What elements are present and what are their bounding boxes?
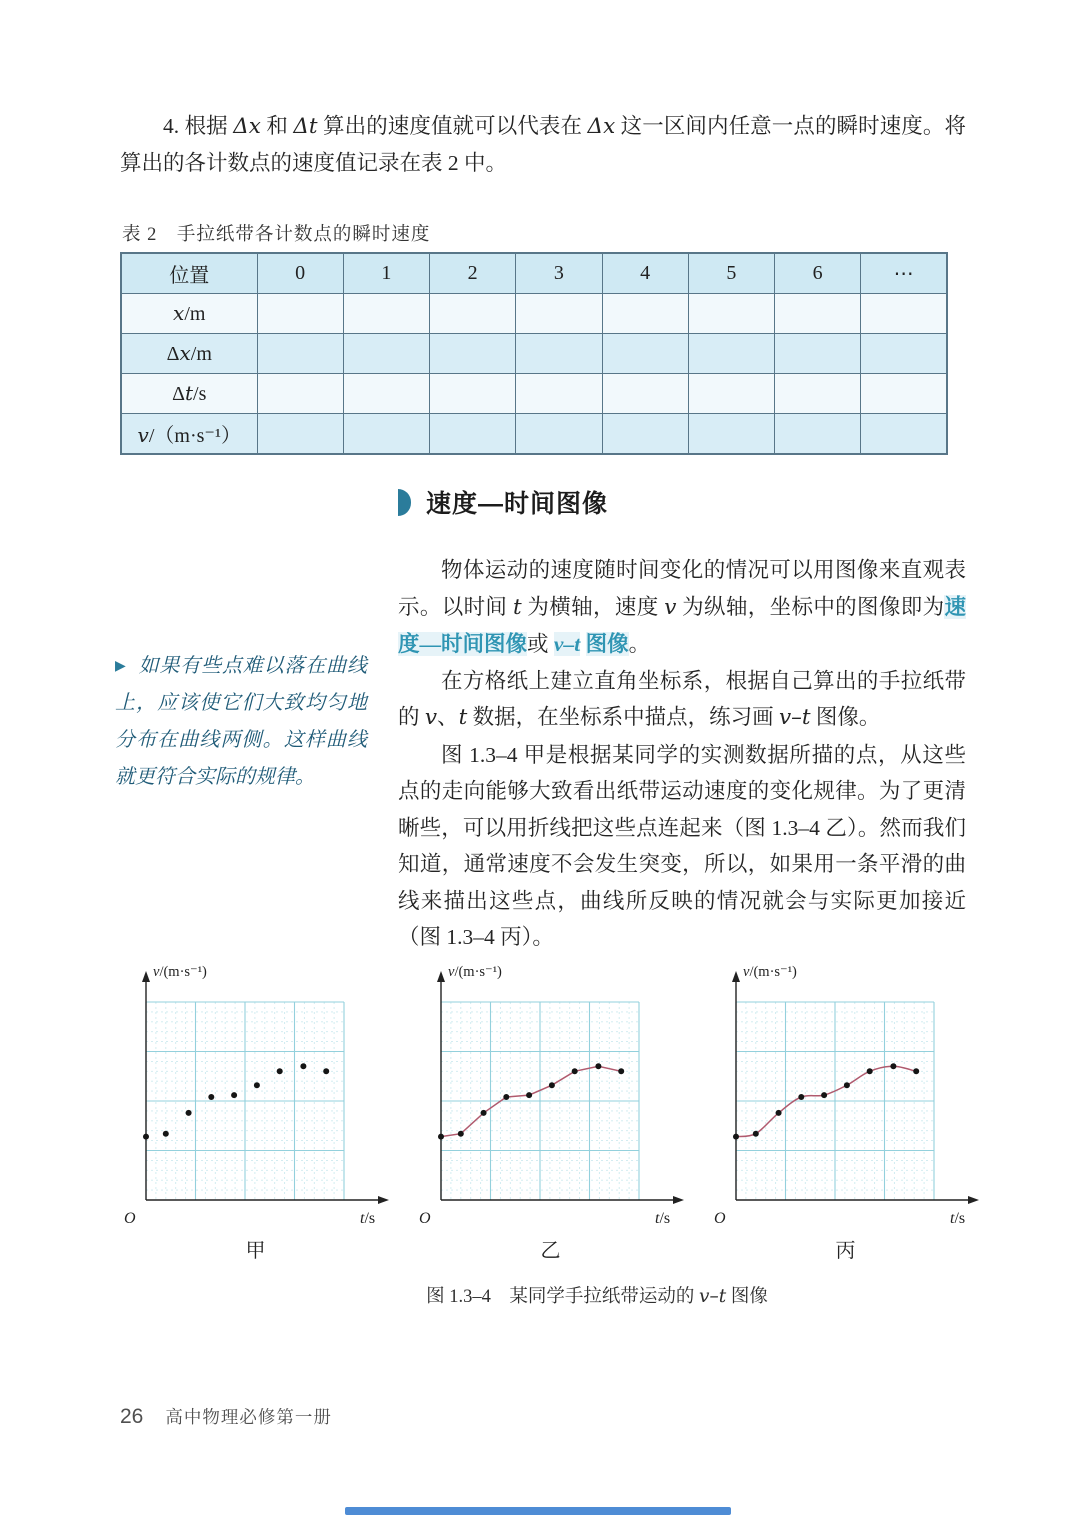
figure-charts <box>108 956 993 1263</box>
table-cell-empty <box>602 334 688 374</box>
table-cell-empty <box>516 294 602 334</box>
vt-chart-bing <box>698 956 993 1232</box>
vt-chart-jia <box>108 956 403 1232</box>
row-label: Δt/s <box>121 374 257 414</box>
table-cell-empty <box>861 374 947 414</box>
table-cell-empty <box>343 294 429 334</box>
book-title: 高中物理必修第一册 <box>165 1407 332 1427</box>
table-header-col: 0 <box>257 253 343 294</box>
table-cell-empty <box>257 374 343 414</box>
velocity-table <box>120 252 948 455</box>
table-cell-empty <box>430 374 516 414</box>
chart-label: 甲 <box>245 1240 266 1262</box>
svg-text:t/s: t/s <box>950 1210 966 1227</box>
table-cell-empty <box>775 414 861 455</box>
table-cell-empty <box>430 414 516 455</box>
table-header-col: 1 <box>343 253 429 294</box>
paragraph-1: 物体运动的速度随时间变化的情况可以用图像来直观表示。以时间 t 为横轴，速度 v 为纵轴，坐标中的图像即为速度—时间图像或 v–t 图像。 <box>398 558 966 656</box>
table-cell-empty <box>861 294 947 334</box>
velocity-table-body <box>121 294 947 455</box>
table-cell-empty <box>602 414 688 455</box>
chart-label: 丙 <box>835 1240 856 1262</box>
table-caption: 表 2 手拉纸带各计数点的瞬时速度 <box>122 225 431 245</box>
svg-text:t/s: t/s <box>360 1210 376 1227</box>
table-cell-empty <box>343 374 429 414</box>
vt-chart-yi <box>403 956 698 1232</box>
table-header-col: 5 <box>688 253 774 294</box>
table-cell-empty <box>861 414 947 455</box>
velocity-table-head <box>121 253 947 294</box>
section-title: 速度—时间图像 <box>426 490 609 518</box>
table-cell-empty <box>861 334 947 374</box>
table-header-label: 位置 <box>121 253 257 294</box>
svg-text:v/(m·s⁻¹): v/(m·s⁻¹) <box>743 964 797 980</box>
svg-text:v/(m·s⁻¹): v/(m·s⁻¹) <box>153 964 207 980</box>
svg-text:O: O <box>124 1210 136 1227</box>
table-header-col: ⋯ <box>861 253 947 294</box>
table-cell-empty <box>688 414 774 455</box>
table-row <box>121 294 947 334</box>
svg-text:O: O <box>714 1210 726 1227</box>
table-cell-empty <box>516 414 602 455</box>
margin-note-text: 如果有些点难以落在曲线上，应该使它们大致均匀地分布在曲线两侧。这样曲线就更符合实际的规律。 <box>115 655 367 788</box>
margin-note <box>115 648 367 796</box>
table-cell-empty <box>688 374 774 414</box>
intro-paragraph: 4. 根据 Δx 和 Δt 算出的速度值就可以代表在 Δx 这一区间内任意一点的瞬时速度。将算出的各计数点的速度值记录在表 2 中。 <box>120 114 966 175</box>
table-cell-empty <box>602 374 688 414</box>
table-cell-empty <box>775 334 861 374</box>
table-cell-empty <box>602 294 688 334</box>
table-cell-empty <box>516 334 602 374</box>
table-cell-empty <box>775 294 861 334</box>
chart-figure-bing <box>698 956 993 1263</box>
svg-text:t/s: t/s <box>655 1210 671 1227</box>
table-row <box>121 334 947 374</box>
table-header-col: 6 <box>775 253 861 294</box>
body-text <box>398 552 966 956</box>
triangle-marker-icon: ▶ <box>115 659 127 674</box>
chart-label: 乙 <box>540 1240 561 1262</box>
table-cell-empty <box>257 334 343 374</box>
table-cell-empty <box>688 294 774 334</box>
section-marker-icon <box>398 489 411 516</box>
chart-figure-yi <box>403 956 698 1263</box>
table-cell-empty <box>343 414 429 455</box>
table-cell-empty <box>775 374 861 414</box>
row-label: x/m <box>121 294 257 334</box>
table-row <box>121 414 947 455</box>
table-row <box>121 374 947 414</box>
table-cell-empty <box>430 294 516 334</box>
figure-caption: 图 1.3–4 某同学手拉纸带运动的 v–t 图像 <box>426 1286 768 1307</box>
row-label: v/（m·s⁻¹） <box>121 414 257 455</box>
table-header-col: 2 <box>430 253 516 294</box>
table-cell-empty <box>343 334 429 374</box>
table-header-col: 4 <box>602 253 688 294</box>
page-number: 26 <box>120 1405 144 1428</box>
bottom-accent-bar <box>345 1507 731 1515</box>
table-cell-empty <box>257 294 343 334</box>
table-cell-empty <box>430 334 516 374</box>
paragraph-3: 图 1.3–4 甲是根据某同学的实测数据所描的点，从这些点的走向能够大致看出纸带运动速度的变化规律。为了更清晰些，可以用折线把这些点连起来（图 1.3–4 乙）。然而我们知道，通常速度不会发生突变，所以，如果用一条平滑的曲线来描出这些点，曲线所反映的情况就会与实际更加接近（图 1.3–4 丙）。 <box>398 742 966 949</box>
table-header-col: 3 <box>516 253 602 294</box>
svg-text:O: O <box>419 1210 431 1227</box>
table-cell-empty <box>516 374 602 414</box>
svg-text:v/(m·s⁻¹): v/(m·s⁻¹) <box>448 964 502 980</box>
table-cell-empty <box>688 334 774 374</box>
page-footer <box>120 1404 332 1429</box>
table-cell-empty <box>257 414 343 455</box>
paragraph-2: 在方格纸上建立直角坐标系，根据自己算出的手拉纸带的 v、t 数据，在坐标系中描点，练习画 v–t 图像。 <box>398 668 966 730</box>
row-label: Δx/m <box>121 334 257 374</box>
chart-figure-jia <box>108 956 403 1263</box>
section-header <box>398 484 608 520</box>
